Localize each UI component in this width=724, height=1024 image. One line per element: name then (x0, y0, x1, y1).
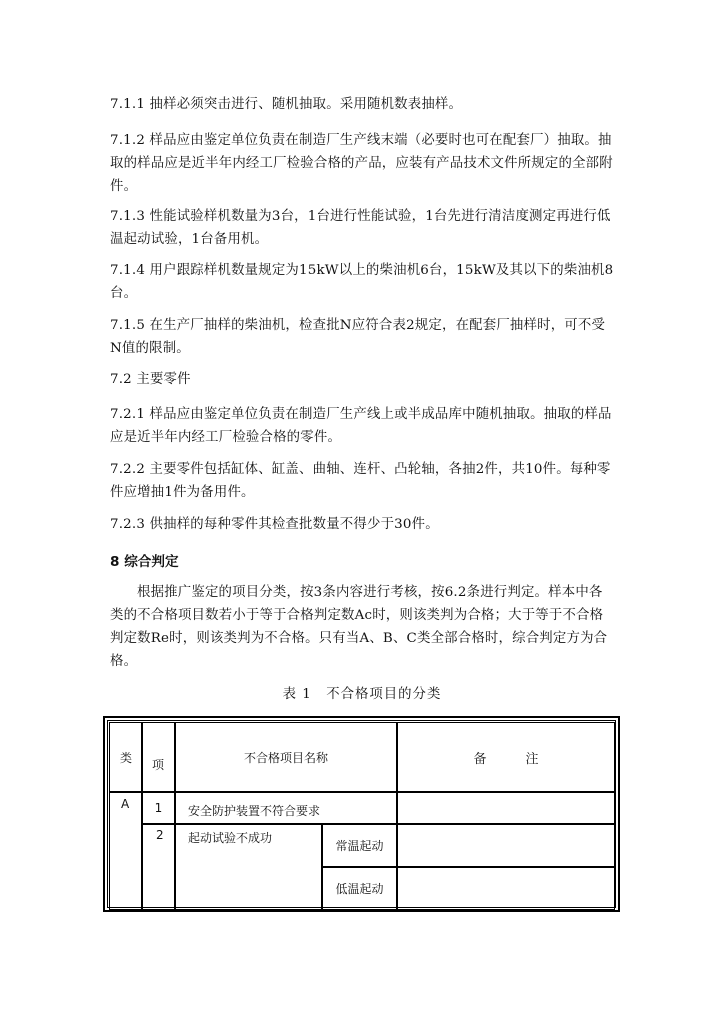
clause-7-1-2: 7.1.2 样品应由鉴定单位负责在制造厂生产线末端（必要时也可在配套厂）抽取。抽取的样品应是近半年内经工厂检验合格的产品，应装有产品技术文件所规定的全部附件。 (110, 133, 613, 194)
row1-item (142, 792, 175, 824)
row1-remark (397, 792, 615, 824)
clause-7-1-4: 7.1.4 用户跟踪样机数量规定为15kW以上的柴油机6台，15kW及其以下的柴油机8台。 (110, 263, 614, 301)
row2-sub-normal (322, 824, 397, 867)
clause-7-2: 7.2 主要零件 (110, 372, 191, 387)
header-remark (397, 722, 615, 792)
row1-name (175, 792, 397, 824)
row2-item (142, 824, 175, 910)
header-name-label: 不合格项目名称 (243, 751, 328, 765)
row2-remark-low (397, 867, 615, 910)
clause-7-1-1: 7.1.1 抽样必须突击进行、随机抽取。采用随机数表抽样。 (110, 97, 463, 112)
clause-7-1-5: 7.1.5 在生产厂抽样的柴油机，检查批N应符合表2规定，在配套厂抽样时，可不受N值的限制。 (110, 318, 606, 356)
row2-name-text: 起动试验不成功 (188, 831, 273, 845)
section-8-body: 根据推广鉴定的项目分类，按3条内容进行考核，按6.2条进行判定。样本中各类的不合格项目数若小于等于合格判定数Ac时，则该类判为合格；大于等于不合格判定数Re时，则该类判为不合格。只有当A、B、C类全部合格时，综合判定方为合格。 (110, 585, 608, 669)
header-item (142, 722, 175, 792)
row1-item-number: 1 (154, 801, 163, 815)
category-a-cell (109, 792, 142, 910)
section-8-heading: 8 综合判定 (110, 554, 179, 570)
clause-7-2-1: 7.2.1 样品应由鉴定单位负责在制造厂生产线上或半成品库中随机抽取。抽取的样品应是近半年内经工厂检验合格的零件。 (110, 407, 612, 445)
row2-sub-normal-text: 常温起动 (335, 839, 384, 853)
clause-7-2-2: 7.2.2 主要零件包括缸体、缸盖、曲轴、连杆、凸轮轴，各抽2件，共10件。每种零件应增抽1件为备用件。 (110, 462, 611, 500)
category-a-label: A (121, 797, 130, 811)
row2-remark-normal (397, 824, 615, 867)
clause-7-1-3: 7.1.3 性能试验样机数量为3台，1台进行性能试验，1台先进行清洁度测定再进行低温起动试验，1台备用机。 (110, 209, 611, 247)
row2-sub-low (322, 867, 397, 910)
header-remark-label: 备 注 (473, 751, 539, 767)
header-name (175, 722, 397, 792)
header-item-label: 项 (152, 758, 165, 772)
classification-table (103, 716, 620, 912)
row2-sub-low-text: 低温起动 (335, 882, 384, 896)
row2-item-number: 2 (156, 828, 164, 842)
header-category-label: 类 (120, 751, 133, 765)
table-caption: 表 1 不合格项目的分类 (282, 687, 442, 702)
clause-7-2-3: 7.2.3 供抽样的每种零件其检查批数量不得少于30件。 (110, 517, 439, 532)
row1-name-text: 安全防护装置不符合要求 (188, 804, 321, 818)
row2-name (175, 824, 322, 910)
header-category (109, 722, 142, 792)
